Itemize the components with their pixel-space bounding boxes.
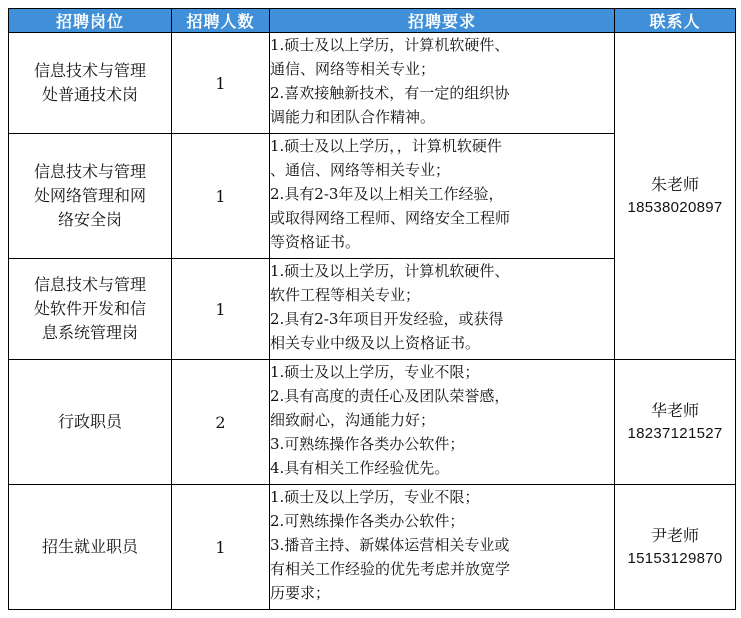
requirement-line: 软件工程等相关专业； (270, 286, 421, 304)
header-row (9, 9, 736, 33)
count-cell: 1 (172, 259, 270, 360)
requirement-line: 历要求； (270, 584, 331, 602)
requirement-line: 3.播音主持、新媒体运营相关专业或 (270, 536, 510, 554)
post-cell (9, 485, 172, 610)
post-line: 处普通技术岗 (41, 85, 138, 104)
requirements-cell (270, 360, 615, 485)
contact-phone: 15153129870 (627, 550, 723, 567)
post-line: 处软件开发和信 (33, 299, 146, 318)
requirement-line: 1.硕士及以上学历，，计算机软硬件 (270, 137, 502, 155)
post-line: 行政职员 (57, 412, 122, 431)
requirement-line: 2.具有2-3年及以上相关工作经验， (270, 185, 504, 203)
requirement-line: 1.硕士及以上学历，专业不限； (270, 488, 480, 506)
post-cell (9, 360, 172, 485)
post-line: 络安全岗 (57, 210, 122, 229)
requirement-line: 有相关工作经验的优先考虑并放宽学 (270, 560, 511, 578)
requirement-line: 相关专业中级及以上资格证书。 (270, 334, 481, 352)
requirements-cell (270, 485, 615, 610)
post-line: 信息技术与管理 (33, 61, 146, 80)
header-requirements: 招聘要求 (270, 9, 615, 33)
requirement-line: 等资格证书。 (270, 233, 361, 251)
contact-phone: 18237121527 (627, 425, 723, 442)
requirement-line: 3.可熟练操作各类办公软件； (270, 435, 465, 453)
requirements-cell (270, 259, 615, 360)
table-row (9, 485, 736, 610)
count-cell: 2 (172, 360, 270, 485)
header-contact: 联系人 (615, 9, 736, 33)
post-line: 处网络管理和网 (33, 186, 146, 205)
contact-cell (615, 485, 736, 610)
contact-name: 华老师 (650, 401, 699, 420)
requirements-cell (270, 33, 615, 134)
contact-cell (615, 360, 736, 485)
recruitment-table (8, 8, 736, 610)
post-line: 信息技术与管理 (33, 275, 146, 294)
requirement-line: 2.可熟练操作各类办公软件； (270, 512, 465, 530)
requirement-line: 2.喜欢接触新技术，有一定的组织协 (270, 84, 510, 102)
post-cell (9, 259, 172, 360)
table-row (9, 33, 736, 134)
contact-cell (615, 33, 736, 360)
requirement-line: 、通信、网络等相关专业； (270, 161, 451, 179)
post-line: 招生就业职员 (41, 537, 138, 556)
count-cell: 1 (172, 485, 270, 610)
requirements-cell (270, 134, 615, 259)
requirement-line: 2.具有高度的责任心及团队荣誉感， (270, 387, 510, 405)
count-cell: 1 (172, 134, 270, 259)
post-line: 息系统管理岗 (41, 323, 138, 342)
requirement-line: 细致耐心，沟通能力好； (270, 411, 436, 429)
header-post: 招聘岗位 (9, 9, 172, 33)
requirement-line: 或取得网络工程师、网络安全工程师 (270, 209, 511, 227)
post-cell (9, 134, 172, 259)
requirement-line: 调能力和团队合作精神。 (270, 108, 436, 126)
table-row (9, 360, 736, 485)
contact-phone: 18538020897 (627, 199, 723, 216)
table-header (9, 9, 736, 33)
requirement-line: 通信、网络等相关专业； (270, 60, 436, 78)
table-body (9, 33, 736, 610)
contact-name: 朱老师 (650, 175, 699, 194)
requirement-line: 1.硕士及以上学历，计算机软硬件、 (270, 262, 510, 280)
requirement-line: 4.具有相关工作经验优先。 (270, 459, 450, 477)
requirement-line: 2.具有2-3年项目开发经验，或获得 (270, 310, 504, 328)
count-cell: 1 (172, 33, 270, 134)
post-line: 信息技术与管理 (33, 162, 146, 181)
requirement-line: 1.硕士及以上学历，计算机软硬件、 (270, 36, 510, 54)
contact-name: 尹老师 (650, 526, 699, 545)
post-cell (9, 33, 172, 134)
header-count: 招聘人数 (172, 9, 270, 33)
requirement-line: 1.硕士及以上学历，专业不限； (270, 363, 480, 381)
